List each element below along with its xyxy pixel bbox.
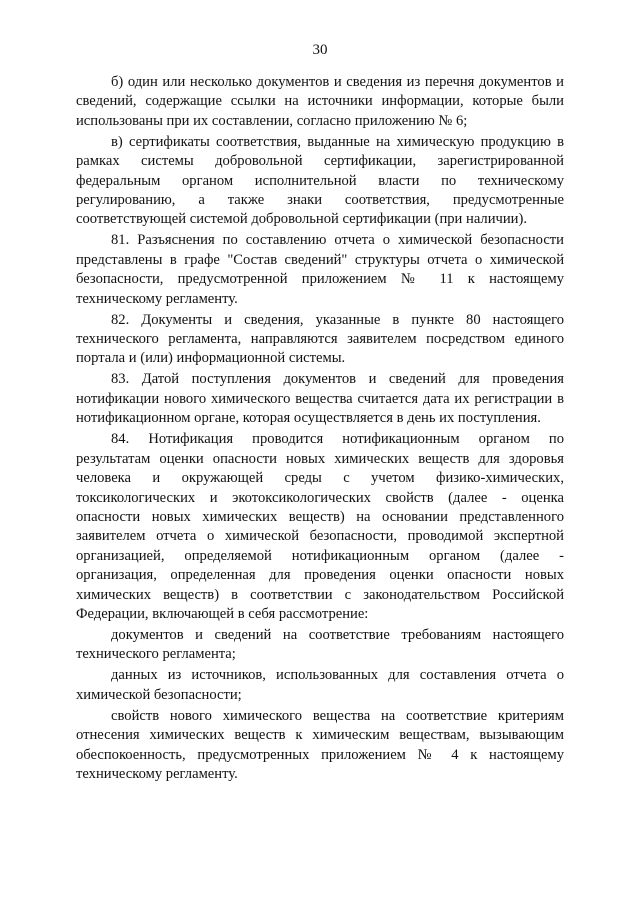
paragraph-b-documents: б) один или несколько документов и сведения из перечня документов и сведений, содержащие ссылки на источники информации, которые были использованы при их составлении, согласно приложению № 6;: [76, 74, 564, 129]
document-body: [76, 73, 564, 786]
list-item-properties-review: свойств нового химического вещества на соответствие критериям отнесения химических веществ к химическим веществам, вызывающим обеспокоенность, предусмотренных приложением № 4 к настоящему техническому регламенту.: [76, 707, 564, 782]
paragraph-84: 84. Нотификация проводится нотификационным органом по результатам оценки опасности новых химических веществ для здоровья человека и окружающей среды с учетом физико-химических, токсикологических и экотоксикологических свойств (далее - оценка опасности новых химических веществ) на основании представленного заявителем отчета о химической безопасности, проводимой экспертной организацией, определяемой нотификационным органом (далее - организация, определенная для проведения оценки опасности новых химических веществ) в соответствии с законодательством Российской Федерации, включающей в себя рассмотрение:: [76, 431, 564, 622]
paragraph-v-certificates: в) сертификаты соответствия, выданные на химическую продукцию в рамках системы добровольной сертификации, зарегистрированной федеральным органом исполнительной власти по техническому регулированию, а также знаки соответствия, предусмотренные соответствующей системой добровольной сертификации (при наличии).: [76, 133, 564, 228]
page-number: 30: [312, 42, 328, 58]
paragraph-83: 83. Датой поступления документов и сведений для проведения нотификации нового химического вещества считается дата их регистрации в нотификационном органе, которая осуществляется в день их поступления.: [76, 371, 564, 427]
paragraph-81: 81. Разъяснения по составлению отчета о химической безопасности представлены в графе "Состав сведений" структуры отчета о химической безопасности, предусмотренной приложением № 11 к настоящему техническому регламенту.: [76, 232, 564, 307]
list-item-sources-review: данных из источников, использованных для составления отчета о химической безопасности;: [76, 667, 564, 703]
paragraph-82: 82. Документы и сведения, указанные в пункте 80 настоящего технического регламента, направляются заявителем посредством единого портала и (или) информационной системы.: [76, 311, 564, 367]
list-item-documents-review: документов и сведений на соответствие требованиям настоящего технического регламента;: [76, 626, 564, 663]
